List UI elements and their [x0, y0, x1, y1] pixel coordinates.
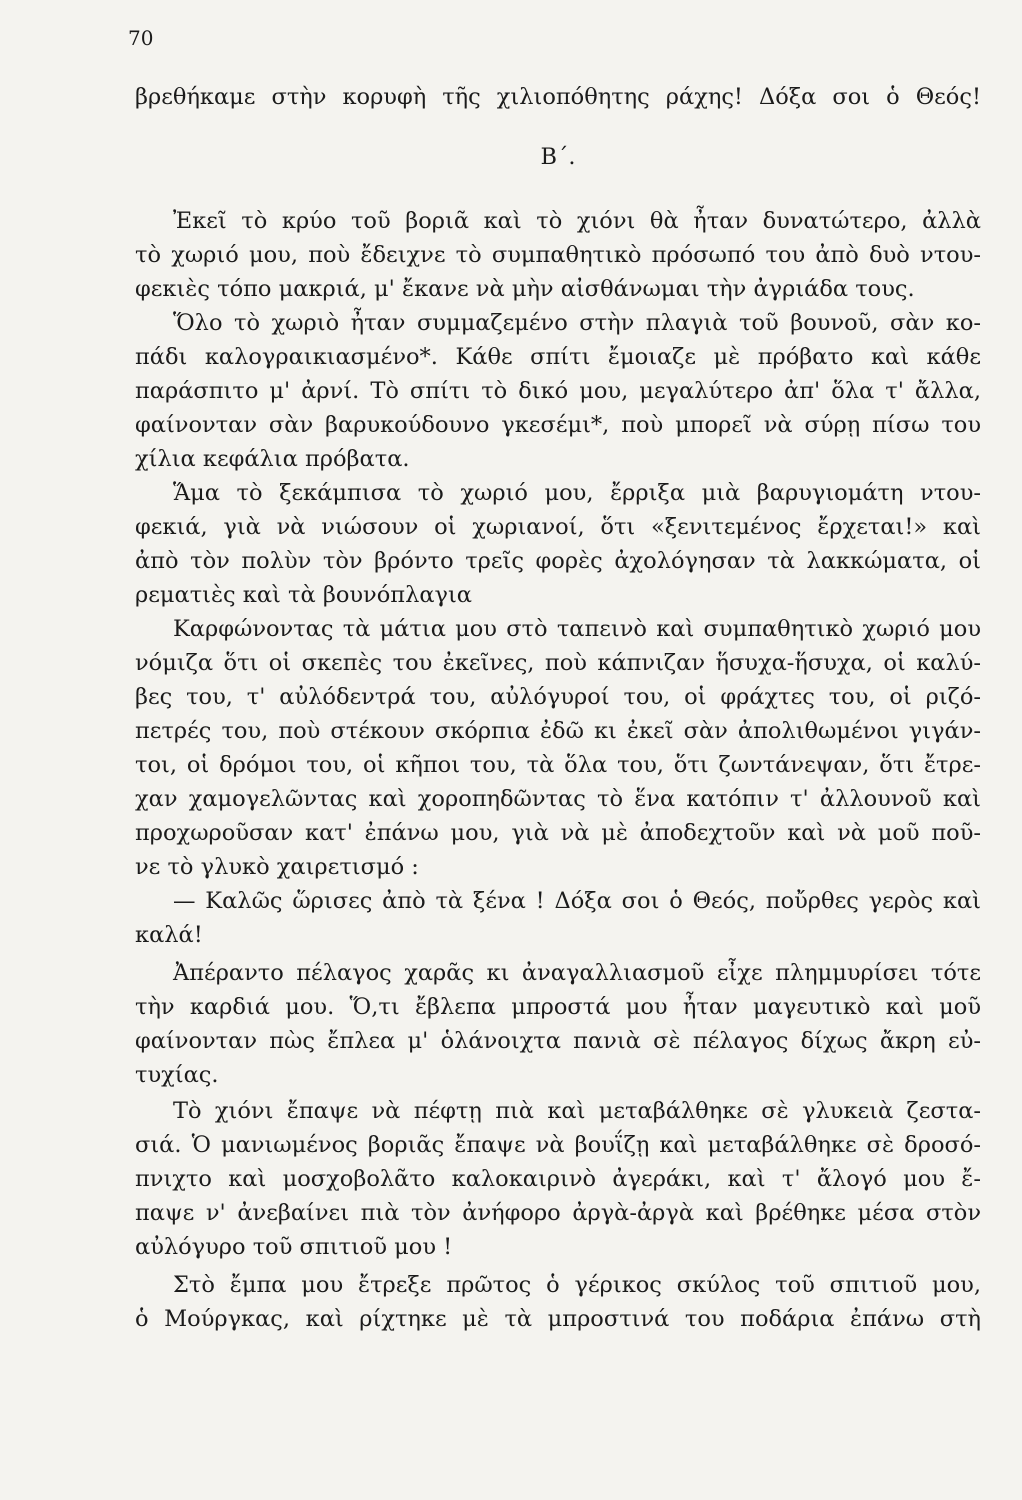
text-line: τοι, οἱ δρόμοι του, οἱ κῆποι του, τὰ ὅλα του, ὅτι ζωντάνεψαν, ὅτι ἔτρε-: [135, 752, 981, 778]
text-line: βες του, τ' αὐλόδεντρά του, αὐλόγυροί του, οἱ φράχτες του, οἱ ριζό-: [135, 684, 981, 710]
text-line: προχωροῦσαν κατ' ἐπάνω μου, γιὰ νὰ μὲ ἀποδεχτοῦν καὶ νὰ μοῦ ποῦ-: [135, 820, 981, 846]
text-line: νόμιζα ὅτι οἱ σκεπὲς του ἐκεῖνες, ποὺ κάπνιζαν ἥσυχα-ἥσυχα, οἱ καλύ-: [135, 650, 981, 676]
text-line: Ἐκεῖ τὸ κρύο τοῦ βοριᾶ καὶ τὸ χιόνι θὰ ἦταν δυνατώτερο, ἀλλὰ: [173, 208, 981, 234]
text-line: πνιχτο καὶ μοσχοβολᾶτο καλοκαιρινὸ ἀγεράκι, καὶ τ' ἄλογό μου ἔ-: [135, 1166, 981, 1192]
section-heading: Β΄.: [540, 144, 576, 170]
text-line: σιά. Ὁ μανιωμένος βοριᾶς ἔπαψε νὰ βουΐζῃ καὶ μεταβάλθηκε σὲ δροσό-: [135, 1132, 981, 1158]
page-number: 70: [128, 26, 154, 50]
text-line: Στὸ ἔμπα μου ἔτρεξε πρῶτος ὁ γέρικος σκύλος τοῦ σπιτιοῦ μου,: [173, 1272, 981, 1298]
text-line: Ἅμα τὸ ξεκάμπισα τὸ χωριό μου, ἔρριξα μιὰ βαρυγιομάτη ντου-: [173, 480, 981, 506]
text-line: παράσπιτο μ' ἀρνί. Τὸ σπίτι τὸ δικό μου, μεγαλύτερο ἀπ' ὅλα τ' ἄλλα,: [135, 378, 981, 404]
text-line: φεκιὲς τόπο μακριά, μ' ἔκανε νὰ μὴν αἰσθάνωμαι τὴν ἀγριάδα τους.: [135, 276, 915, 302]
text-line: καλά!: [135, 922, 203, 948]
text-line: ὁ Μούργκας, καὶ ρίχτηκε μὲ τὰ μπροστινά του ποδάρια ἐπάνω στὴ: [135, 1306, 981, 1332]
text-line: τὴν καρδιά μου. Ὅ,τι ἔβλεπα μπροστά μου ἦταν μαγευτικὸ καὶ μοῦ: [135, 994, 981, 1020]
text-line: χαν χαμογελῶντας καὶ χοροπηδῶντας τὸ ἕνα κατόπιν τ' ἀλλουνοῦ καὶ: [135, 786, 981, 812]
text-line: πετρές του, ποὺ στέκουν σκόρπια ἐδῶ κι ἐκεῖ σὰν ἀπολιθωμένοι γιγάν-: [135, 718, 981, 744]
text-line: Καρφώνοντας τὰ μάτια μου στὸ ταπεινὸ καὶ συμπαθητικὸ χωριό μου: [173, 616, 981, 642]
text-line: βρεθήκαμε στὴν κορυφὴ τῆς χιλιοπόθητης ράχης! Δόξα σοι ὁ Θεός!: [135, 84, 981, 110]
text-line: Ὅλο τὸ χωριὸ ἦταν συμμαζεμένο στὴν πλαγιὰ τοῦ βουνοῦ, σὰν κο-: [173, 310, 981, 336]
text-line: Ἀπέραντο πέλαγος χαρᾶς κι ἀναγαλλιασμοῦ εἶχε πλημμυρίσει τότε: [173, 960, 981, 986]
text-line: ἀπὸ τὸν πολὺν τὸν βρόντο τρεῖς φορὲς ἀχολόγησαν τὰ λακκώματα, οἱ: [135, 548, 981, 574]
text-line: ρεματιὲς καὶ τὰ βουνόπλαγια: [135, 582, 472, 608]
text-line: φαίνονταν σὰν βαρυκούδουνο γκεσέμι*, ποὺ μπορεῖ νὰ σύρῃ πίσω του: [135, 412, 981, 438]
text-line: φεκιά, γιὰ νὰ νιώσουν οἱ χωριανοί, ὅτι «ξενιτεμένος ἔρχεται!» καὶ: [135, 514, 981, 540]
text-line: πάδι καλογραικιασμένο*. Κάθε σπίτι ἔμοιαζε μὲ πρόβατο καὶ κάθε: [135, 344, 981, 370]
text-line: Τὸ χιόνι ἔπαψε νὰ πέφτῃ πιὰ καὶ μεταβάλθηκε σὲ γλυκειὰ ζεστα-: [173, 1098, 981, 1124]
text-line: φαίνονταν πὼς ἔπλεα μ' ὁλάνοιχτα πανιὰ σὲ πέλαγος δίχως ἄκρη εὐ-: [135, 1028, 981, 1054]
text-line: τὸ χωριό μου, ποὺ ἔδειχνε τὸ συμπαθητικὸ πρόσωπό του ἀπὸ δυὸ ντου-: [135, 242, 981, 268]
text-line: — Καλῶς ὥρισες ἀπὸ τὰ ξένα ! Δόξα σοι ὁ Θεός, ποὔρθες γερὸς καὶ: [173, 888, 981, 914]
text-line: τυχίας.: [135, 1062, 219, 1088]
text-line: νε τὸ γλυκὸ χαιρετισμό :: [135, 854, 419, 880]
text-line: χίλια κεφάλια πρόβατα.: [135, 446, 410, 472]
text-line: αὐλόγυρο τοῦ σπιτιοῦ μου !: [135, 1234, 453, 1260]
text-line: παψε ν' ἀνεβαίνει πιὰ τὸν ἀνήφορο ἀργὰ-ἀργὰ καὶ βρέθηκε μέσα στὸν: [135, 1200, 981, 1226]
